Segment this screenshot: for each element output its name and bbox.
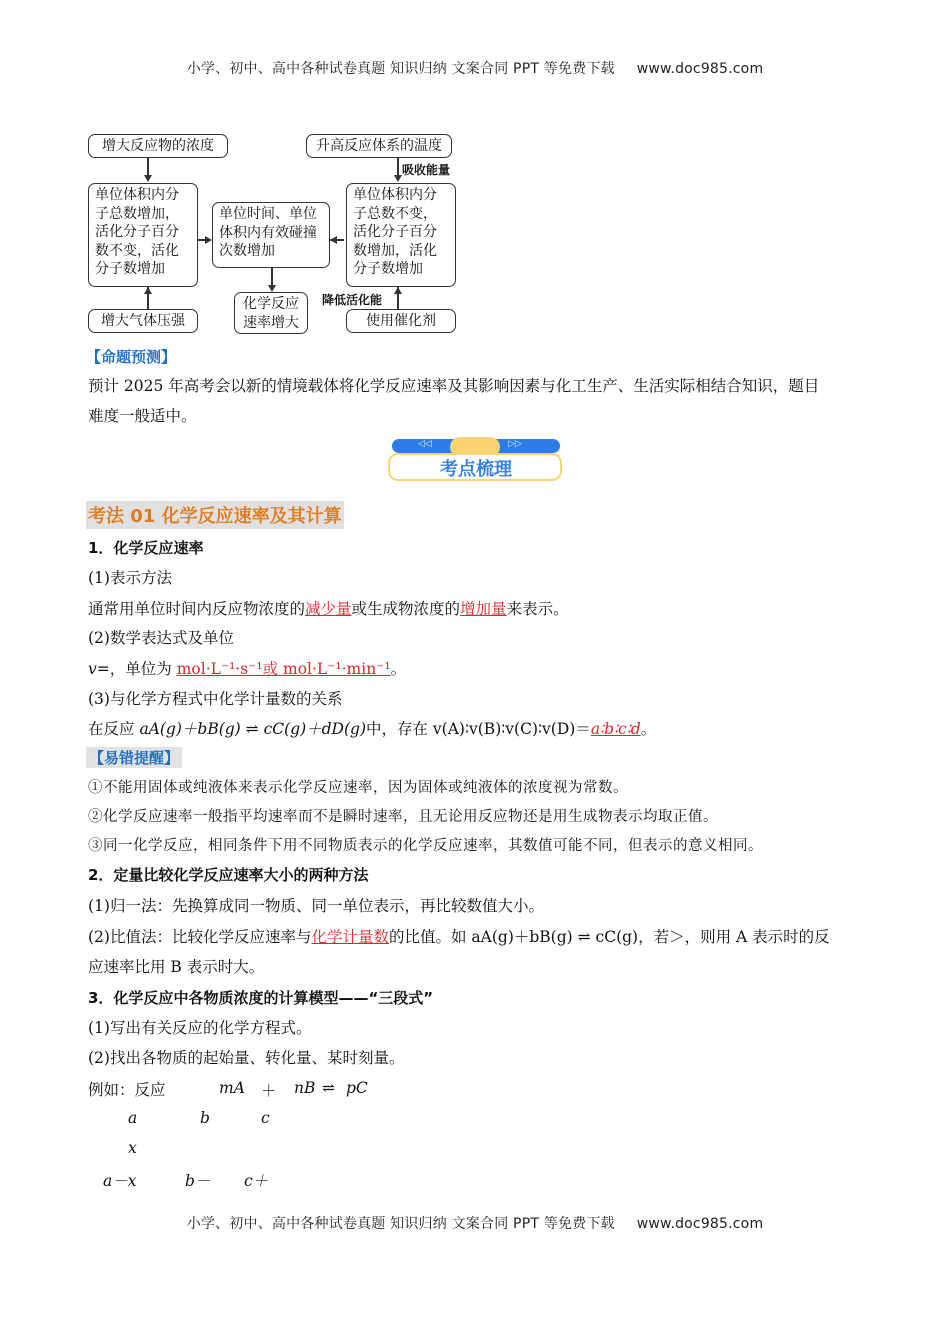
tip-3: ③同一化学反应，相同条件下用不同物质表示的化学反应速率，其数值可能不同，但表示的意义相同。: [88, 838, 763, 854]
forecast-line-2: 难度一般适中。: [88, 407, 197, 425]
answer-stoich: 化学计量数: [311, 928, 389, 946]
section-title: 考法 01 化学反应速率及其计算: [86, 501, 344, 529]
method-1: (1)归一法：先换算成同一物质、同一单位表示，再比较数值大小。: [88, 897, 544, 915]
calc-step-2: (2)找出各物质的起始量、转化量、某时刻量。: [88, 1049, 405, 1067]
eq-mA: mA: [219, 1079, 245, 1097]
tip-2: ②化学反应速率一般指平均速率而不是瞬时速率，且无论用反应物还是用生成物表示均取正值。: [88, 809, 718, 825]
banner-title: 考点梳理: [440, 459, 512, 480]
box-raise-temperature: 升高反应体系的温度: [306, 134, 452, 158]
tip-1: ①不能用固体或纯液体来表示化学反应速率，因为固体或纯液体的浓度视为常数。: [88, 780, 628, 796]
subheading-3: (3)与化学方程式中化学计量数的关系: [88, 690, 343, 708]
eq-arrow: ⇌: [322, 1079, 335, 1097]
start-a: a: [128, 1109, 138, 1127]
chevron-left-icon: ◁◁: [418, 439, 432, 449]
start-c: c: [261, 1109, 270, 1127]
header-text: 小学、初中、高中各种试卷真题 知识归纳 文案合同 PPT 等免费下载: [186, 61, 615, 77]
header-url[interactable]: www.doc985.com: [636, 61, 764, 77]
arrow-left-icon: [330, 236, 337, 244]
eq-pC: pC: [346, 1079, 368, 1097]
paragraph-ratio: 在反应 aA(g)＋bB(g) ⇌ cC(g)＋dD(g)中，存在 v(A)∶v(B)∶v(C)∶v(D)＝a∶b∶c∶d。: [88, 720, 657, 738]
forecast-tag: 【命题预测】: [86, 348, 177, 366]
paragraph-formula: v=，单位为 mol·L⁻¹·s⁻¹或 mol·L⁻¹·min⁻¹。: [88, 660, 407, 678]
subheading-1: (1)表示方法: [88, 569, 172, 587]
end-b: b－: [185, 1172, 211, 1190]
chevron-right-icon: ▷▷: [508, 439, 522, 449]
eq-plus: ＋: [261, 1082, 277, 1100]
box-left-effect: 单位体积内分 子总数增加， 活化分子百分 数不变，活化 分子数增加: [88, 183, 198, 287]
footer-text: 小学、初中、高中各种试卷真题 知识归纳 文案合同 PPT 等免费下载: [186, 1216, 615, 1232]
answer-increase: 增加量: [460, 600, 507, 618]
box-increase-concentration: 增大反应物的浓度: [88, 134, 228, 158]
heading-2: 2．定量比较化学反应速率大小的两种方法: [88, 866, 369, 884]
answer-decrease: 减少量: [305, 600, 352, 618]
page-header: [0, 58, 950, 78]
change-x: x: [128, 1139, 137, 1157]
arrow-down-icon: [268, 285, 276, 292]
end-a: a－x: [103, 1172, 137, 1190]
box-use-catalyst: 使用催化剂: [346, 309, 456, 333]
arrow-down-icon: [394, 175, 402, 182]
arrow-up-icon: [144, 287, 152, 294]
end-c: c＋: [244, 1172, 269, 1190]
box-increase-pressure: 增大气体压强: [88, 309, 198, 333]
label-absorb-energy: 吸收能量: [402, 163, 451, 177]
start-b: b: [200, 1109, 210, 1127]
method-2-cont: 应速率比用 B 表示时大。: [88, 958, 265, 976]
arrow-up-icon: [394, 287, 402, 294]
error-tip-tag: 【易错提醒】: [86, 747, 182, 768]
forecast-line-1: 预计 2025 年高考会以新的情境载体将化学反应速率及其影响因素与化工生产、生活实际相结合知识，题目: [88, 377, 820, 395]
arrow-right-icon: [205, 236, 212, 244]
box-rate-increase: 化学反应 速率增大: [234, 292, 308, 334]
page-footer: [0, 1213, 950, 1233]
footer-url[interactable]: www.doc985.com: [636, 1216, 764, 1232]
paragraph-representation: 通常用单位时间内反应物浓度的减少量或生成物浓度的增加量来表示。: [88, 600, 569, 618]
answer-ratio: a∶b∶c∶d: [590, 720, 641, 738]
eq-nB: nB: [294, 1079, 316, 1097]
heading-1: 1．化学反应速率: [88, 539, 204, 557]
example-label: 例如：反应: [88, 1081, 166, 1099]
label-lower-activation-energy: 降低活化能: [322, 293, 383, 307]
box-right-effect: 单位体积内分 子总数不变， 活化分子百分 数增加，活化 分子数增加: [346, 183, 456, 287]
arrow-down-icon: [144, 175, 152, 182]
subheading-2: (2)数学表达式及单位: [88, 629, 234, 647]
rate-factors-diagram: [84, 130, 470, 340]
method-2: (2)比值法：比较化学反应速率与化学计量数的比值。如 aA(g)＋bB(g) ⇌ cC(g)，若＞，则用 A 表示时的反: [88, 928, 830, 946]
answer-units: mol·L⁻¹·s⁻¹或 mol·L⁻¹·min⁻¹: [176, 660, 391, 678]
box-effective-collisions: 单位时间、单位 体积内有效碰撞 次数增加: [212, 202, 330, 268]
heading-3: 3．化学反应中各物质浓度的计算模型——“三段式”: [88, 989, 434, 1007]
key-points-banner: [388, 437, 564, 483]
calc-step-1: (1)写出有关反应的化学方程式。: [88, 1019, 312, 1037]
